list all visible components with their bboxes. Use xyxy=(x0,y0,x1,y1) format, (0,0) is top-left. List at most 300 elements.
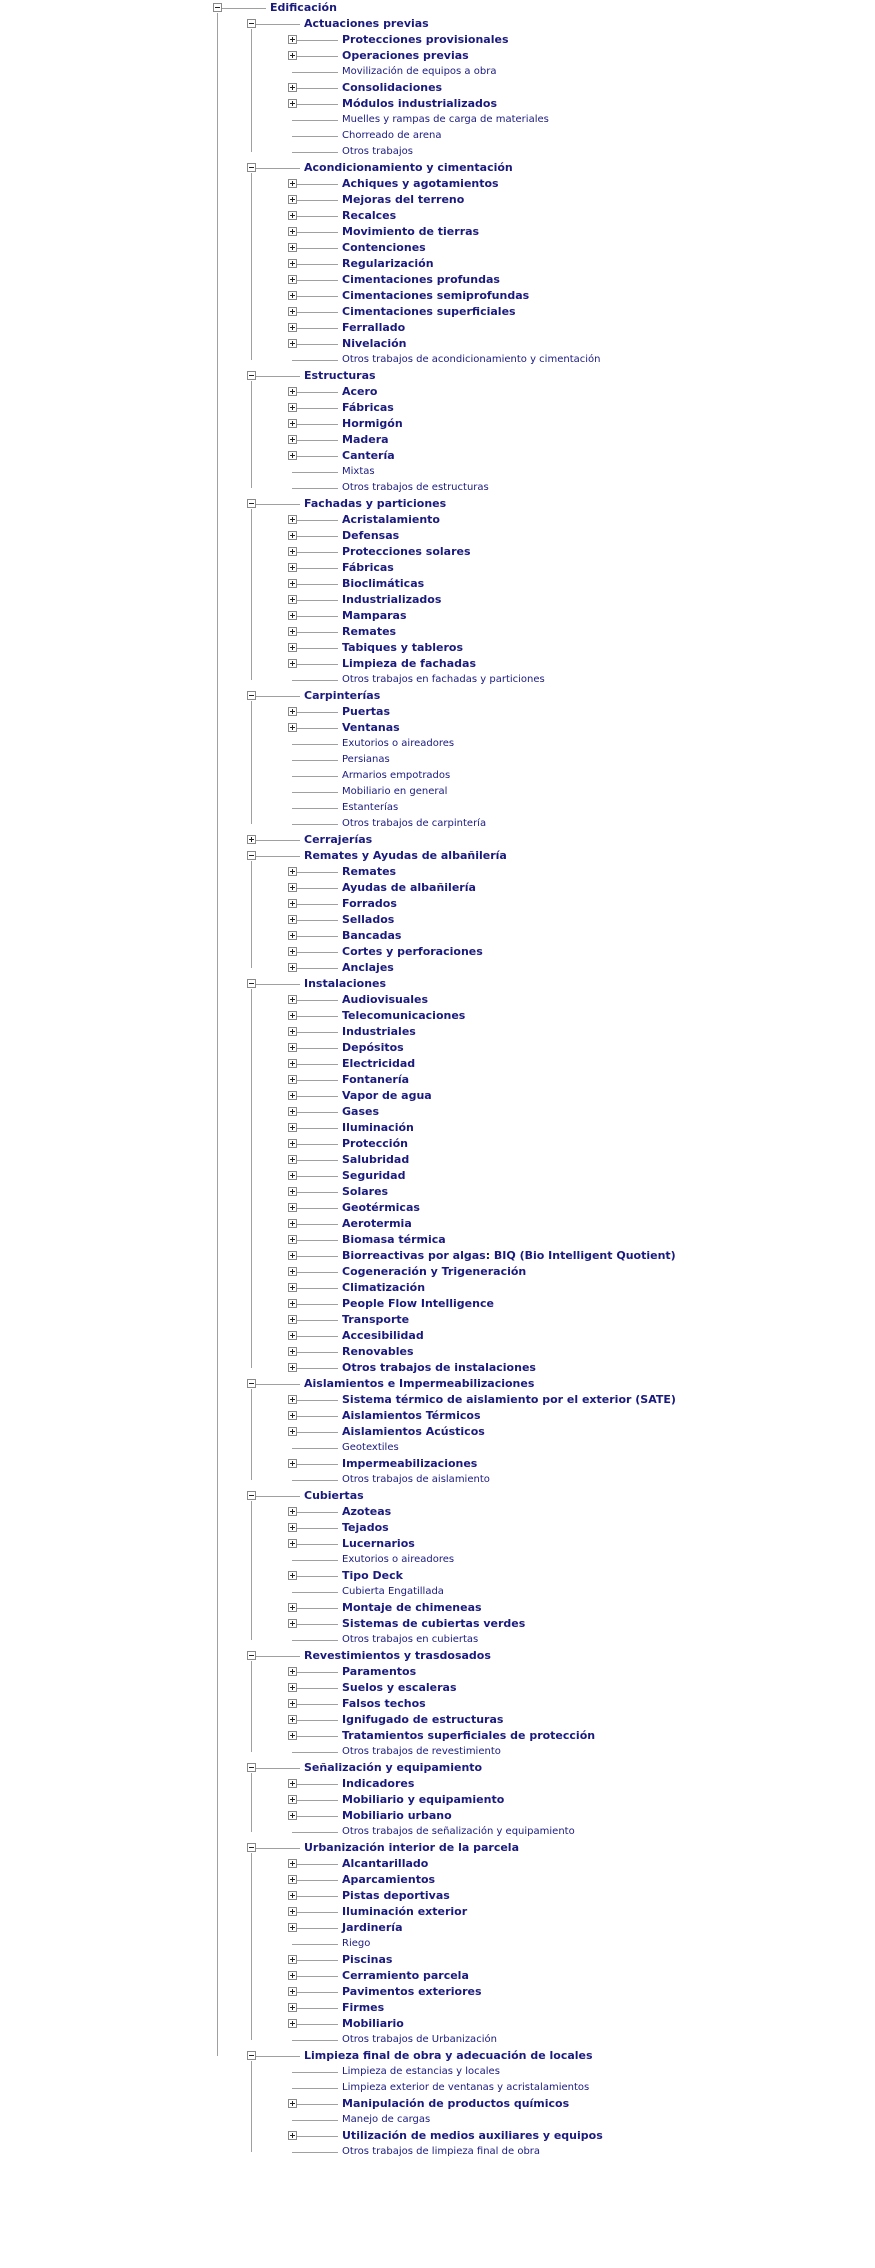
tree-item-aparcamientos[interactable] xyxy=(0,1872,875,1888)
expand-icon[interactable] xyxy=(288,579,297,588)
expand-icon[interactable] xyxy=(288,1219,297,1228)
tree-item-manejo-de-cargas[interactable] xyxy=(0,2112,875,2128)
tree-item-exutorios-o-aireadores[interactable] xyxy=(0,736,875,752)
expand-icon[interactable] xyxy=(288,1363,297,1372)
expand-icon[interactable] xyxy=(288,1075,297,1084)
expand-icon[interactable] xyxy=(288,227,297,236)
tree-item-otros-trabajos[interactable] xyxy=(0,144,875,160)
expand-icon[interactable] xyxy=(288,1891,297,1900)
tree-node-label[interactable]: Estructuras xyxy=(304,369,376,382)
tree-node-label[interactable]: Azoteas xyxy=(342,1505,392,1518)
tree-item-seguridad[interactable] xyxy=(0,1168,875,1184)
tree-node-label[interactable]: Otros trabajos de acondicionamiento y cimentación xyxy=(342,354,601,365)
tree-item-mixtas[interactable] xyxy=(0,464,875,480)
tree-item-modulos-industrializados[interactable] xyxy=(0,96,875,112)
expand-icon[interactable] xyxy=(288,547,297,556)
tree-node-label[interactable]: Ferrallado xyxy=(342,321,406,334)
tree-item-alcantarillado[interactable] xyxy=(0,1856,875,1872)
tree-item-riego[interactable] xyxy=(0,1936,875,1952)
tree-item-mobiliario[interactable] xyxy=(0,2016,875,2032)
tree-item-mobiliario-urbano[interactable] xyxy=(0,1808,875,1824)
tree-node-label[interactable]: Mobiliario en general xyxy=(342,786,448,797)
tree-item-iluminacion-exterior[interactable] xyxy=(0,1904,875,1920)
tree-node-label[interactable]: Cimentaciones semiprofundas xyxy=(342,289,530,302)
tree-category-senalizacion-y-equipamiento[interactable] xyxy=(0,1760,875,1776)
tree-node-label[interactable]: Nivelación xyxy=(342,337,407,350)
tree-item-mobiliario-en-general[interactable] xyxy=(0,784,875,800)
expand-icon[interactable] xyxy=(288,563,297,572)
tree-node-label[interactable]: Ignifugado de estructuras xyxy=(342,1713,504,1726)
expand-icon[interactable] xyxy=(288,931,297,940)
tree-item-achiques-y-agotamientos[interactable] xyxy=(0,176,875,192)
expand-icon[interactable] xyxy=(288,1795,297,1804)
tree-item-aerotermia[interactable] xyxy=(0,1216,875,1232)
expand-icon[interactable] xyxy=(288,947,297,956)
tree-item-lucernarios[interactable] xyxy=(0,1536,875,1552)
tree-item-limpieza-de-estancias-y-locales[interactable] xyxy=(0,2064,875,2080)
tree-item-climatizacion[interactable] xyxy=(0,1280,875,1296)
tree-node-label[interactable]: Acondicionamiento y cimentación xyxy=(304,161,513,174)
tree-node-label[interactable]: Hormigón xyxy=(342,417,403,430)
tree-category-carpinterias[interactable] xyxy=(0,688,875,704)
tree-node-label[interactable]: Forrados xyxy=(342,897,397,910)
tree-node-label[interactable]: Revestimientos y trasdosados xyxy=(304,1649,491,1662)
tree-node-label[interactable]: Bioclimáticas xyxy=(342,577,425,590)
tree-item-defensas[interactable] xyxy=(0,528,875,544)
tree-item-suelos-y-escaleras[interactable] xyxy=(0,1680,875,1696)
tree-node-label[interactable]: Indicadores xyxy=(342,1777,415,1790)
expand-icon[interactable] xyxy=(288,1267,297,1276)
expand-icon[interactable] xyxy=(288,291,297,300)
tree-node-label[interactable]: Anclajes xyxy=(342,961,394,974)
tree-item-geotermicas[interactable] xyxy=(0,1200,875,1216)
tree-node-label[interactable]: Iluminación exterior xyxy=(342,1905,468,1918)
tree-item-consolidaciones[interactable] xyxy=(0,80,875,96)
tree-node-label[interactable]: Cortes y perforaciones xyxy=(342,945,483,958)
expand-icon[interactable] xyxy=(288,643,297,652)
tree-node-label[interactable]: Montaje de chimeneas xyxy=(342,1601,482,1614)
tree-item-cogeneracion-y-trigeneracion[interactable] xyxy=(0,1264,875,1280)
expand-icon[interactable] xyxy=(288,1203,297,1212)
expand-icon[interactable] xyxy=(288,2099,297,2108)
tree-node-label[interactable]: Otros trabajos de revestimiento xyxy=(342,1746,501,1757)
expand-icon[interactable] xyxy=(288,1571,297,1580)
tree-item-sistemas-de-cubiertas-verdes[interactable] xyxy=(0,1616,875,1632)
tree-item-cimentaciones-profundas[interactable] xyxy=(0,272,875,288)
tree-node-label[interactable]: Otros trabajos en cubiertas xyxy=(342,1634,479,1645)
tree-node-label[interactable]: Protecciones provisionales xyxy=(342,33,509,46)
tree-node-label[interactable]: Carpinterías xyxy=(304,689,381,702)
expand-icon[interactable] xyxy=(288,611,297,620)
tree-node-label[interactable]: Mamparas xyxy=(342,609,407,622)
tree-item-contenciones[interactable] xyxy=(0,240,875,256)
expand-icon[interactable] xyxy=(288,1091,297,1100)
tree-node-label[interactable]: Biomasa térmica xyxy=(342,1233,446,1246)
expand-icon[interactable] xyxy=(288,2003,297,2012)
tree-node-label[interactable]: Fábricas xyxy=(342,561,394,574)
tree-item-proteccion[interactable] xyxy=(0,1136,875,1152)
tree-item-movilizacion-de-equipos-a-obra[interactable] xyxy=(0,64,875,80)
tree-category-aislamientos-e-impermeabilizaciones[interactable] xyxy=(0,1376,875,1392)
tree-item-forrados[interactable] xyxy=(0,896,875,912)
collapse-icon[interactable] xyxy=(247,1379,256,1388)
tree-item-pistas-deportivas[interactable] xyxy=(0,1888,875,1904)
expand-icon[interactable] xyxy=(288,1155,297,1164)
tree-node-label[interactable]: Acristalamiento xyxy=(342,513,440,526)
tree-node-label[interactable]: Mobiliario urbano xyxy=(342,1809,452,1822)
tree-node-label[interactable]: Aislamientos Térmicos xyxy=(342,1409,481,1422)
tree-item-ventanas[interactable] xyxy=(0,720,875,736)
expand-icon[interactable] xyxy=(288,1171,297,1180)
tree-node-label[interactable]: Estanterías xyxy=(342,802,399,813)
expand-icon[interactable] xyxy=(288,1523,297,1532)
expand-icon[interactable] xyxy=(288,1315,297,1324)
tree-item-cubierta-engatillada[interactable] xyxy=(0,1584,875,1600)
tree-node-label[interactable]: Alcantarillado xyxy=(342,1857,429,1870)
tree-node-label[interactable]: Sistema térmico de aislamiento por el exterior (SATE) xyxy=(342,1393,676,1406)
collapse-icon[interactable] xyxy=(247,1763,256,1772)
tree-item-aislamientos-acusticos[interactable] xyxy=(0,1424,875,1440)
collapse-icon[interactable] xyxy=(247,851,256,860)
tree-node-label[interactable]: Geotextiles xyxy=(342,1442,399,1453)
tree-node-label[interactable]: Tejados xyxy=(342,1521,389,1534)
tree-item-otros-trabajos-de-acondicionamiento-y-cimentacion[interactable] xyxy=(0,352,875,368)
tree-node-label[interactable]: Movimiento de tierras xyxy=(342,225,480,238)
tree-node-label[interactable]: Transporte xyxy=(342,1313,410,1326)
expand-icon[interactable] xyxy=(288,1811,297,1820)
tree-node-label[interactable]: Exutorios o aireadores xyxy=(342,1554,455,1565)
tree-item-regularizacion[interactable] xyxy=(0,256,875,272)
tree-node-label[interactable]: Iluminación xyxy=(342,1121,414,1134)
tree-node-label[interactable]: Limpieza de fachadas xyxy=(342,657,476,670)
tree-item-protecciones-provisionales[interactable] xyxy=(0,32,875,48)
expand-icon[interactable] xyxy=(288,1235,297,1244)
expand-icon[interactable] xyxy=(288,1027,297,1036)
tree-node-label[interactable]: Piscinas xyxy=(342,1953,393,1966)
tree-item-estanterias[interactable] xyxy=(0,800,875,816)
expand-icon[interactable] xyxy=(288,51,297,60)
tree-node-label[interactable]: Tipo Deck xyxy=(342,1569,403,1582)
tree-category-acondicionamiento-y-cimentacion[interactable] xyxy=(0,160,875,176)
expand-icon[interactable] xyxy=(288,323,297,332)
tree-node-label[interactable]: Tabiques y tableros xyxy=(342,641,464,654)
tree-node-label[interactable]: Consolidaciones xyxy=(342,81,443,94)
expand-icon[interactable] xyxy=(288,419,297,428)
collapse-icon[interactable] xyxy=(247,1651,256,1660)
tree-node-label[interactable]: Cogeneración y Trigeneración xyxy=(342,1265,527,1278)
tree-item-otros-trabajos-de-carpinteria[interactable] xyxy=(0,816,875,832)
tree-node-label[interactable]: Mixtas xyxy=(342,466,375,477)
tree-node-label[interactable]: Impermeabilizaciones xyxy=(342,1457,478,1470)
expand-icon[interactable] xyxy=(288,659,297,668)
tree-node-label[interactable]: Biorreactivas por algas: BIQ (Bio Intelligent Quotient) xyxy=(342,1249,676,1262)
expand-icon[interactable] xyxy=(288,899,297,908)
tree-item-hormigon[interactable] xyxy=(0,416,875,432)
expand-icon[interactable] xyxy=(288,1923,297,1932)
tree-item-indicadores[interactable] xyxy=(0,1776,875,1792)
tree-node-label[interactable]: Ayudas de albañilería xyxy=(342,881,476,894)
expand-icon[interactable] xyxy=(288,1107,297,1116)
expand-icon[interactable] xyxy=(288,1603,297,1612)
expand-icon[interactable] xyxy=(288,723,297,732)
expand-icon[interactable] xyxy=(288,1859,297,1868)
tree-item-madera[interactable] xyxy=(0,432,875,448)
tree-node-label[interactable]: Cerrajerías xyxy=(304,833,373,846)
tree-category-actuaciones-previas[interactable] xyxy=(0,16,875,32)
tree-item-azoteas[interactable] xyxy=(0,1504,875,1520)
tree-item-fontaneria[interactable] xyxy=(0,1072,875,1088)
tree-node-label[interactable]: Instalaciones xyxy=(304,977,387,990)
tree-node-label[interactable]: Industriales xyxy=(342,1025,416,1038)
tree-category-instalaciones[interactable] xyxy=(0,976,875,992)
tree-item-biomasa-termica[interactable] xyxy=(0,1232,875,1248)
tree-node-label[interactable]: Renovables xyxy=(342,1345,414,1358)
tree-item-impermeabilizaciones[interactable] xyxy=(0,1456,875,1472)
expand-icon[interactable] xyxy=(288,259,297,268)
tree-item-utilizacion-de-medios-auxiliares-y-equipos[interactable] xyxy=(0,2128,875,2144)
expand-icon[interactable] xyxy=(288,1283,297,1292)
expand-icon[interactable] xyxy=(288,1539,297,1548)
tree-item-limpieza-exterior-de-ventanas-y-acristalamientos[interactable] xyxy=(0,2080,875,2096)
tree-item-renovables[interactable] xyxy=(0,1344,875,1360)
tree-item-industrializados[interactable] xyxy=(0,592,875,608)
expand-icon[interactable] xyxy=(288,707,297,716)
tree-node-label[interactable]: Remates y Ayudas de albañilería xyxy=(304,849,507,862)
tree-node-label[interactable]: Vapor de agua xyxy=(342,1089,432,1102)
tree-node-label[interactable]: Mobiliario y equipamiento xyxy=(342,1793,505,1806)
tree-node-label[interactable]: Jardinería xyxy=(342,1921,403,1934)
tree-item-otros-trabajos-de-estructuras[interactable] xyxy=(0,480,875,496)
tree-item-anclajes[interactable] xyxy=(0,960,875,976)
expand-icon[interactable] xyxy=(288,1331,297,1340)
collapse-icon[interactable] xyxy=(247,2051,256,2060)
tree-node-label[interactable]: Fábricas xyxy=(342,401,394,414)
tree-item-tratamientos-superficiales-de-proteccion[interactable] xyxy=(0,1728,875,1744)
tree-node-label[interactable]: Madera xyxy=(342,433,389,446)
tree-item-telecomunicaciones[interactable] xyxy=(0,1008,875,1024)
expand-icon[interactable] xyxy=(288,195,297,204)
tree-node-label[interactable]: Exutorios o aireadores xyxy=(342,738,455,749)
tree-node-label[interactable]: Limpieza de estancias y locales xyxy=(342,2066,500,2077)
tree-node-label[interactable]: Geotérmicas xyxy=(342,1201,420,1214)
tree-node-label[interactable]: Utilización de medios auxiliares y equipos xyxy=(342,2129,603,2142)
tree-item-sellados[interactable] xyxy=(0,912,875,928)
expand-icon[interactable] xyxy=(288,211,297,220)
expand-icon[interactable] xyxy=(288,243,297,252)
tree-node-label[interactable]: Mobiliario xyxy=(342,2017,404,2030)
tree-item-cimentaciones-semiprofundas[interactable] xyxy=(0,288,875,304)
tree-item-audiovisuales[interactable] xyxy=(0,992,875,1008)
tree-item-vapor-de-agua[interactable] xyxy=(0,1088,875,1104)
tree-item-ayudas-de-albanileria[interactable] xyxy=(0,880,875,896)
expand-icon[interactable] xyxy=(288,883,297,892)
tree-item-otros-trabajos-de-senalizacion-y-equipamiento[interactable] xyxy=(0,1824,875,1840)
tree-item-muelles-y-rampas-de-carga-de-materiales[interactable] xyxy=(0,112,875,128)
expand-icon[interactable] xyxy=(288,99,297,108)
tree-item-movimiento-de-tierras[interactable] xyxy=(0,224,875,240)
expand-icon[interactable] xyxy=(288,1187,297,1196)
collapse-icon[interactable] xyxy=(247,371,256,380)
tree-node-label[interactable]: Defensas xyxy=(342,529,400,542)
tree-node-label[interactable]: Chorreado de arena xyxy=(342,130,442,141)
tree-item-armarios-empotrados[interactable] xyxy=(0,768,875,784)
tree-node-label[interactable]: Otros trabajos de aislamiento xyxy=(342,1474,490,1485)
tree-item-geotextiles[interactable] xyxy=(0,1440,875,1456)
tree-item-exutorios-o-aireadores[interactable] xyxy=(0,1552,875,1568)
tree-item-otros-trabajos-de-instalaciones[interactable] xyxy=(0,1360,875,1376)
collapse-icon[interactable] xyxy=(247,19,256,28)
tree-node-label[interactable]: Otros trabajos de Urbanización xyxy=(342,2034,497,2045)
tree-node-label[interactable]: Limpieza exterior de ventanas y acristalamientos xyxy=(342,2082,590,2093)
expand-icon[interactable] xyxy=(288,1251,297,1260)
expand-icon[interactable] xyxy=(288,1683,297,1692)
expand-icon[interactable] xyxy=(288,1411,297,1420)
tree-item-transporte[interactable] xyxy=(0,1312,875,1328)
collapse-icon[interactable] xyxy=(213,3,222,12)
tree-node-label[interactable]: Bancadas xyxy=(342,929,402,942)
tree-node-label[interactable]: Falsos techos xyxy=(342,1697,426,1710)
tree-node-label[interactable]: Armarios empotrados xyxy=(342,770,451,781)
tree-item-paramentos[interactable] xyxy=(0,1664,875,1680)
expand-icon[interactable] xyxy=(288,403,297,412)
expand-icon[interactable] xyxy=(288,1955,297,1964)
tree-item-canteria[interactable] xyxy=(0,448,875,464)
tree-node-label[interactable]: Edificación xyxy=(270,1,337,14)
tree-node-label[interactable]: Achiques y agotamientos xyxy=(342,177,499,190)
tree-item-fabricas[interactable] xyxy=(0,560,875,576)
expand-icon[interactable] xyxy=(288,307,297,316)
expand-icon[interactable] xyxy=(288,1987,297,1996)
tree-item-puertas[interactable] xyxy=(0,704,875,720)
expand-icon[interactable] xyxy=(288,179,297,188)
tree-item-fabricas[interactable] xyxy=(0,400,875,416)
tree-category-cerrajerias[interactable] xyxy=(0,832,875,848)
tree-category-remates-y-ayudas-de-albanileria[interactable] xyxy=(0,848,875,864)
tree-node-label[interactable]: Solares xyxy=(342,1185,389,1198)
tree-node-label[interactable]: Manipulación de productos químicos xyxy=(342,2097,570,2110)
tree-node-label[interactable]: Pavimentos exteriores xyxy=(342,1985,482,1998)
tree-item-protecciones-solares[interactable] xyxy=(0,544,875,560)
expand-icon[interactable] xyxy=(288,595,297,604)
tree-node-label[interactable]: Suelos y escaleras xyxy=(342,1681,457,1694)
tree-node-label[interactable]: Cimentaciones superficiales xyxy=(342,305,516,318)
tree-node-label[interactable]: Firmes xyxy=(342,2001,385,2014)
tree-item-otros-trabajos-de-aislamiento[interactable] xyxy=(0,1472,875,1488)
tree-node-label[interactable]: Gases xyxy=(342,1105,380,1118)
tree-node-label[interactable]: Tratamientos superficiales de protección xyxy=(342,1729,596,1742)
tree-item-montaje-de-chimeneas[interactable] xyxy=(0,1600,875,1616)
tree-item-bioclimaticas[interactable] xyxy=(0,576,875,592)
tree-item-solares[interactable] xyxy=(0,1184,875,1200)
tree-node-label[interactable]: Otros trabajos en fachadas y particiones xyxy=(342,674,545,685)
tree-item-chorreado-de-arena[interactable] xyxy=(0,128,875,144)
tree-category-fachadas-y-particiones[interactable] xyxy=(0,496,875,512)
tree-node-label[interactable]: Señalización y equipamiento xyxy=(304,1761,483,1774)
tree-item-tejados[interactable] xyxy=(0,1520,875,1536)
tree-node-label[interactable]: Industrializados xyxy=(342,593,442,606)
tree-node-label[interactable]: Riego xyxy=(342,1938,371,1949)
tree-node-label[interactable]: Operaciones previas xyxy=(342,49,469,62)
tree-item-industriales[interactable] xyxy=(0,1024,875,1040)
tree-node-label[interactable]: Manejo de cargas xyxy=(342,2114,431,2125)
tree-item-ignifugado-de-estructuras[interactable] xyxy=(0,1712,875,1728)
tree-item-aislamientos-termicos[interactable] xyxy=(0,1408,875,1424)
tree-node-label[interactable]: Remates xyxy=(342,865,397,878)
tree-node-label[interactable]: Módulos industrializados xyxy=(342,97,497,110)
expand-icon[interactable] xyxy=(288,1619,297,1628)
expand-icon[interactable] xyxy=(288,1971,297,1980)
tree-node-label[interactable]: Muelles y rampas de carga de materiales xyxy=(342,114,549,125)
tree-item-people-flow-intelligence[interactable] xyxy=(0,1296,875,1312)
tree-category-cubiertas[interactable] xyxy=(0,1488,875,1504)
tree-item-cerramiento-parcela[interactable] xyxy=(0,1968,875,1984)
tree-node-label[interactable]: Movilización de equipos a obra xyxy=(342,66,497,77)
tree-node-label[interactable]: Otros trabajos de instalaciones xyxy=(342,1361,536,1374)
tree-node-label[interactable]: Audiovisuales xyxy=(342,993,429,1006)
expand-icon[interactable] xyxy=(288,1139,297,1148)
expand-icon[interactable] xyxy=(288,1395,297,1404)
tree-item-jardineria[interactable] xyxy=(0,1920,875,1936)
tree-item-sistema-termico-de-aislamiento-por-el-exterior-sate[interactable] xyxy=(0,1392,875,1408)
expand-icon[interactable] xyxy=(288,1875,297,1884)
tree-node-label[interactable]: Aparcamientos xyxy=(342,1873,436,1886)
tree-category-revestimientos-y-trasdosados[interactable] xyxy=(0,1648,875,1664)
expand-icon[interactable] xyxy=(288,1123,297,1132)
tree-item-tabiques-y-tableros[interactable] xyxy=(0,640,875,656)
tree-category-limpieza-final-de-obra-y-adecuacion-de-locales[interactable] xyxy=(0,2048,875,2064)
tree-category-urbanizacion-interior-de-la-parcela[interactable] xyxy=(0,1840,875,1856)
tree-node-label[interactable]: Otros trabajos de estructuras xyxy=(342,482,489,493)
tree-node-label[interactable]: Aislamientos e Impermeabilizaciones xyxy=(304,1377,535,1390)
tree-node-label[interactable]: Accesibilidad xyxy=(342,1329,424,1342)
expand-icon[interactable] xyxy=(288,1667,297,1676)
collapse-icon[interactable] xyxy=(247,1491,256,1500)
expand-icon[interactable] xyxy=(288,1699,297,1708)
tree-item-tipo-deck[interactable] xyxy=(0,1568,875,1584)
tree-node-label[interactable]: Contenciones xyxy=(342,241,426,254)
expand-icon[interactable] xyxy=(288,1299,297,1308)
tree-node-label[interactable]: Sellados xyxy=(342,913,395,926)
tree-item-acero[interactable] xyxy=(0,384,875,400)
expand-icon[interactable] xyxy=(288,339,297,348)
expand-icon[interactable] xyxy=(288,1043,297,1052)
tree-node-label[interactable]: Paramentos xyxy=(342,1665,417,1678)
tree-node-label[interactable]: Fachadas y particiones xyxy=(304,497,447,510)
tree-item-gases[interactable] xyxy=(0,1104,875,1120)
tree-item-otros-trabajos-en-cubiertas[interactable] xyxy=(0,1632,875,1648)
tree-node-label[interactable]: Remates xyxy=(342,625,397,638)
tree-item-cortes-y-perforaciones[interactable] xyxy=(0,944,875,960)
tree-item-remates[interactable] xyxy=(0,864,875,880)
tree-item-iluminacion[interactable] xyxy=(0,1120,875,1136)
tree-node-label[interactable]: Recalces xyxy=(342,209,397,222)
expand-icon[interactable] xyxy=(247,835,256,844)
tree-item-otros-trabajos-de-revestimiento[interactable] xyxy=(0,1744,875,1760)
collapse-icon[interactable] xyxy=(247,163,256,172)
tree-item-otros-trabajos-de-limpieza-final-de-obra[interactable] xyxy=(0,2144,875,2160)
tree-node-label[interactable]: Otros trabajos de carpintería xyxy=(342,818,487,829)
tree-item-manipulacion-de-productos-quimicos[interactable] xyxy=(0,2096,875,2112)
tree-item-cimentaciones-superficiales[interactable] xyxy=(0,304,875,320)
tree-node-label[interactable]: Otros trabajos de señalización y equipamiento xyxy=(342,1826,575,1837)
expand-icon[interactable] xyxy=(288,1507,297,1516)
expand-icon[interactable] xyxy=(288,995,297,1004)
collapse-icon[interactable] xyxy=(247,691,256,700)
expand-icon[interactable] xyxy=(288,35,297,44)
tree-item-acristalamiento[interactable] xyxy=(0,512,875,528)
tree-node-label[interactable]: Puertas xyxy=(342,705,391,718)
tree-item-salubridad[interactable] xyxy=(0,1152,875,1168)
